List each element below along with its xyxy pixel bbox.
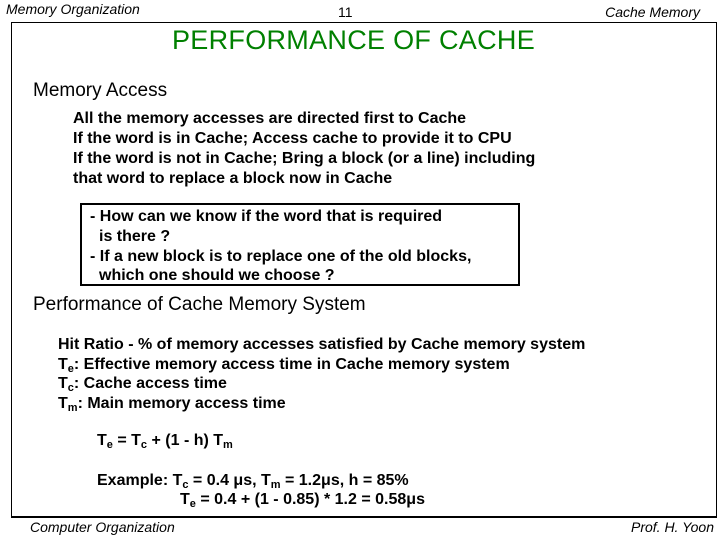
text-line: If the word is not in Cache; Bring a block (or a line) including xyxy=(73,150,536,167)
footer-rule xyxy=(11,516,717,518)
mu-symbol: μ xyxy=(406,491,417,508)
slide-title: PERFORMANCE OF CACHE xyxy=(172,25,536,55)
definition-tm: $T_m$: Main memory access time xyxy=(58,395,286,414)
definition-te: $T_e$: Effective memory access time in Cache memory system xyxy=(58,356,510,375)
mu-symbol: μ xyxy=(321,472,331,489)
page-number: 11 xyxy=(338,4,353,20)
hit-ratio-line: Hit Ratio - % of memory accesses satisfied by Cache memory system xyxy=(58,336,586,353)
question-box xyxy=(80,203,520,286)
mu-symbol: μ xyxy=(233,472,244,489)
header-left: Memory Organization xyxy=(6,1,140,17)
formula-te: $T_e = T_c + (1 - h)$ $T_m$ xyxy=(97,432,233,451)
question-line: is there ? xyxy=(99,228,171,245)
section-heading-performance: Performance of Cache Memory System xyxy=(33,294,366,315)
section-heading-memory-access: Memory Access xyxy=(33,80,168,101)
question-line: - How can we know if the word that is required xyxy=(90,208,443,225)
footer-left: Computer Organization xyxy=(30,519,175,535)
footer-right: Prof. H. Yoon xyxy=(630,519,714,535)
header-right: Cache Memory xyxy=(605,4,700,20)
question-line: which one should we choose ? xyxy=(99,267,335,284)
definition-tc: $T_c$: Cache access time xyxy=(58,375,227,394)
text-line: If the word is in Cache; Access cache to provide it to CPU xyxy=(73,130,512,147)
question-line: - If a new block is to replace one of the old blocks, xyxy=(90,248,472,265)
text-line: All the memory accesses are directed first to Cache xyxy=(73,110,467,127)
example-line: Example: $T_c = 0.4$ μs, $T_m = 1.2\mu s$, h = 85% xyxy=(97,472,409,491)
example-result-line: $T_e = 0.4 + (1 - 0.85) * 1.2 = 0.58\mu s$ xyxy=(180,491,425,510)
text-line: that word to replace a block now in Cache xyxy=(73,170,393,187)
